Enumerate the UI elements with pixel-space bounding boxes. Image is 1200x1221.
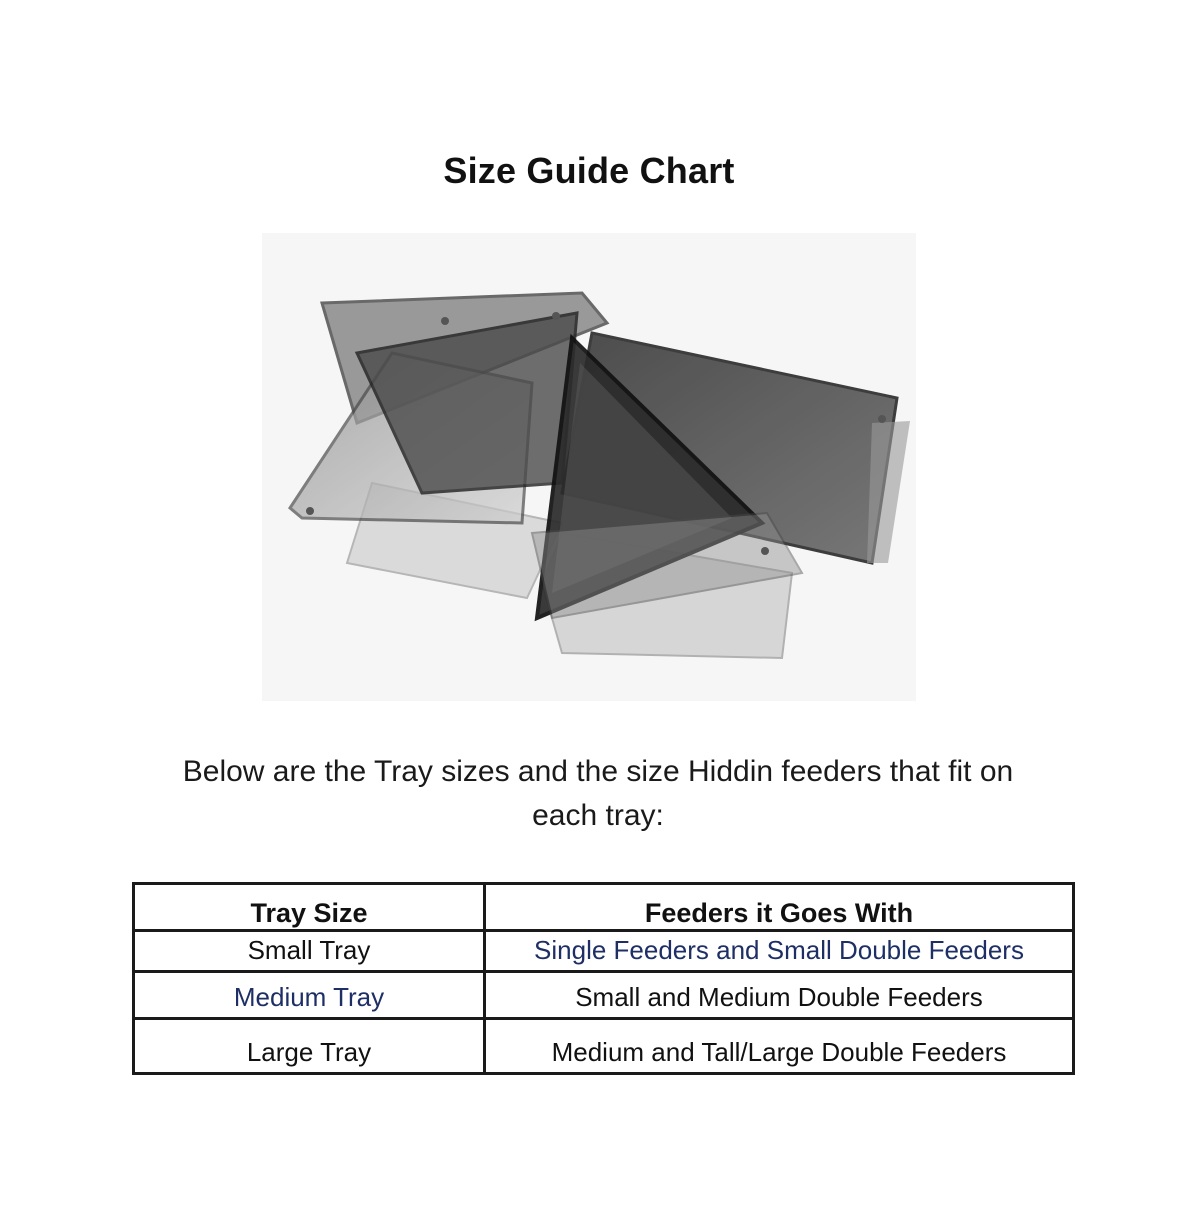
trays-illustration bbox=[262, 233, 916, 701]
header-feeders: Feeders it Goes With bbox=[485, 884, 1074, 931]
feeders-value: Single Feeders and Small Double Feeders bbox=[534, 935, 1024, 965]
tray-size-cell bbox=[134, 931, 485, 972]
feeders-value: Small and Medium Double Feeders bbox=[575, 982, 983, 1012]
tray-size-value: Small Tray bbox=[247, 935, 371, 965]
tray-size-value: Medium Tray bbox=[233, 982, 385, 1012]
intro-text: Below are the Tray sizes and the size Hiddin feeders that fit on each tray: bbox=[182, 755, 1014, 832]
header-tray-size: Tray Size bbox=[134, 884, 485, 931]
table-header-row bbox=[134, 884, 1074, 931]
page-title: Size Guide Chart bbox=[443, 150, 735, 191]
feeders-cell bbox=[485, 972, 1074, 1019]
tray-size-cell bbox=[134, 972, 485, 1019]
tray-photo bbox=[262, 233, 916, 701]
feeders-value: Medium and Tall/Large Double Feeders bbox=[551, 1037, 1007, 1067]
feeders-cell bbox=[485, 1019, 1074, 1074]
tray-size-cell bbox=[134, 1019, 485, 1074]
tray-size-value: Large Tray bbox=[246, 1037, 372, 1067]
feeders-cell bbox=[485, 931, 1074, 972]
table-row bbox=[134, 972, 1074, 1019]
table-row bbox=[134, 931, 1074, 972]
table-row bbox=[134, 1019, 1074, 1074]
size-guide-table bbox=[132, 882, 1075, 1075]
